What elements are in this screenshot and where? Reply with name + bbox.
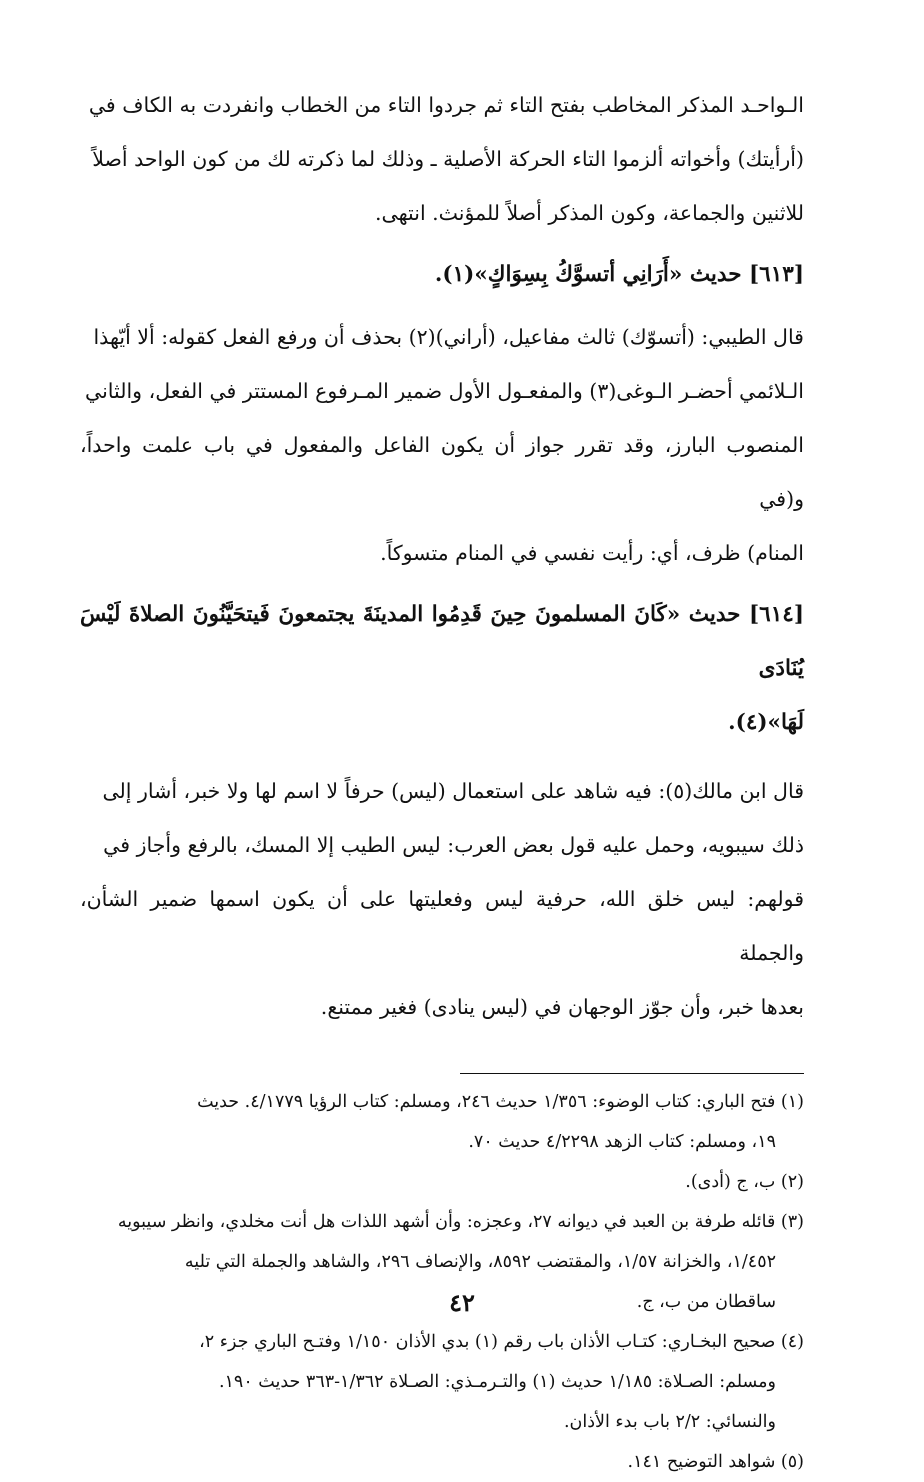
text-line: ذلك سيبويه، وحمل عليه قول بعض العرب: ليس الطيب إلا المسك، بالرفع وأجاز في (103, 833, 804, 857)
text-line: قال الطيبي: (أتسوّك) ثالث مفاعيل، (أراني)(٢) بحذف أن ورفع الفعل كقوله: ألا أيّهذا (93, 325, 804, 349)
text-line: قال ابن مالك(٥): فيه شاهد على استعمال (ليس) حرفاً لا اسم لها ولا خبر، أشار إلى (102, 779, 804, 803)
footnote-3-continued: ١/٤٥٢، والخزانة ١/٥٧، والمقتضب ٨٥٩٢، والإنصاف ٢٩٦، والشاهد والجملة التي تليه (184, 1252, 776, 1272)
text-line: قولهم: ليس خلق الله، حرفية ليس وفعليتها على أن يكون اسمها ضمير الشأن، والجملة (80, 887, 804, 965)
footnote-5: (٥) شواهد التوضيح ١٤١. (627, 1452, 804, 1472)
footnote-2: (٢) ب، ج (أدى). (685, 1172, 804, 1192)
paragraph-1 (80, 78, 804, 240)
footnote-3-continued: ساقطان من ب، ج. (636, 1292, 776, 1312)
footnote-4-continued: والنسائي: ٢/٢ باب بدء الأذان. (563, 1412, 776, 1432)
main-text (80, 78, 804, 1034)
text-line: [٦١٤] حديث «كَانَ المسلمونَ حِينَ قَدِمُوا المدينَةَ يجتمعونَ فَيتحَيَّنُونَ الصلاةَ لَيْسَ يُنَادَى (80, 602, 804, 681)
text-line: (أرأيتك) وأخواته ألزموا التاء الحركة الأصلية ـ وذلك لما ذكرته لك من كون الواحد أصلاً (92, 147, 804, 171)
text-line: للاثنين والجماعة، وكون المذكر أصلاً للمؤنث. انتهى. (375, 201, 804, 225)
paragraph-3 (80, 764, 804, 1034)
paragraph-2 (80, 310, 804, 580)
footnote-4-continued: ومسلم: الصـلاة: ١/١٨٥ حديث (١) والتـرمـذي: الصـلاة ١/٣٦٢-٣٦٣ حديث ١٩٠. (218, 1372, 776, 1392)
hadith-613-heading: [٦١٣] حديث «أَرَانِي أتسوَّكُ بِسِوَاكٍ»(١). (434, 262, 804, 287)
text-line: الـواحـد المذكر المخاطب بفتح التاء ثم جردوا التاء من الخطاب وانفردت به الكاف في (88, 93, 804, 117)
footnote-1: (١) فتح الباري: كتاب الوضوء: ١/٣٥٦ حديث ٢٤٦، ومسلم: كتاب الرؤيا ٤/١٧٧٩. حديث (197, 1092, 804, 1112)
page-number: ٤٢ (449, 1288, 475, 1317)
hadith-614-heading (80, 588, 804, 750)
footnote-3: (٣) قائله طرفة بن العبد في ديوانه ٢٧، وعجزه: وأن أشهد اللذات هل أنت مخلدي، وانظر سيبويه (117, 1212, 804, 1232)
footnote-4: (٤) صحيح البخـاري: كتـاب الأذان باب رقم (١) بدي الأذان ١/١٥٠ وفتـح الباري جزء ٢، (199, 1332, 804, 1352)
text-line: المنصوب البارز، وقد تقرر جواز أن يكون الفاعل والمفعول في باب علمت واحداً، و(في (80, 433, 804, 511)
text-line: المنام) ظرف، أي: رأيت نفسي في المنام متسوكاً. (380, 541, 804, 565)
footnote-1-continued: ١٩، ومسلم: كتاب الزهد ٤/٢٢٩٨ حديث ٧٠. (468, 1132, 776, 1152)
text-line: لَهَا»(٤). (728, 710, 804, 735)
footnotes (80, 1082, 804, 1482)
text-line: بعدها خبر، وأن جوّز الوجهان في (ليس ينادى) فغير ممتنع. (320, 995, 804, 1019)
text-line: الـلائمي أحضـر الـوغى(٣) والمفعـول الأول ضمير المـرفوع المستتر في الفعل، والثاني (85, 379, 804, 403)
footnote-divider (460, 1073, 804, 1074)
